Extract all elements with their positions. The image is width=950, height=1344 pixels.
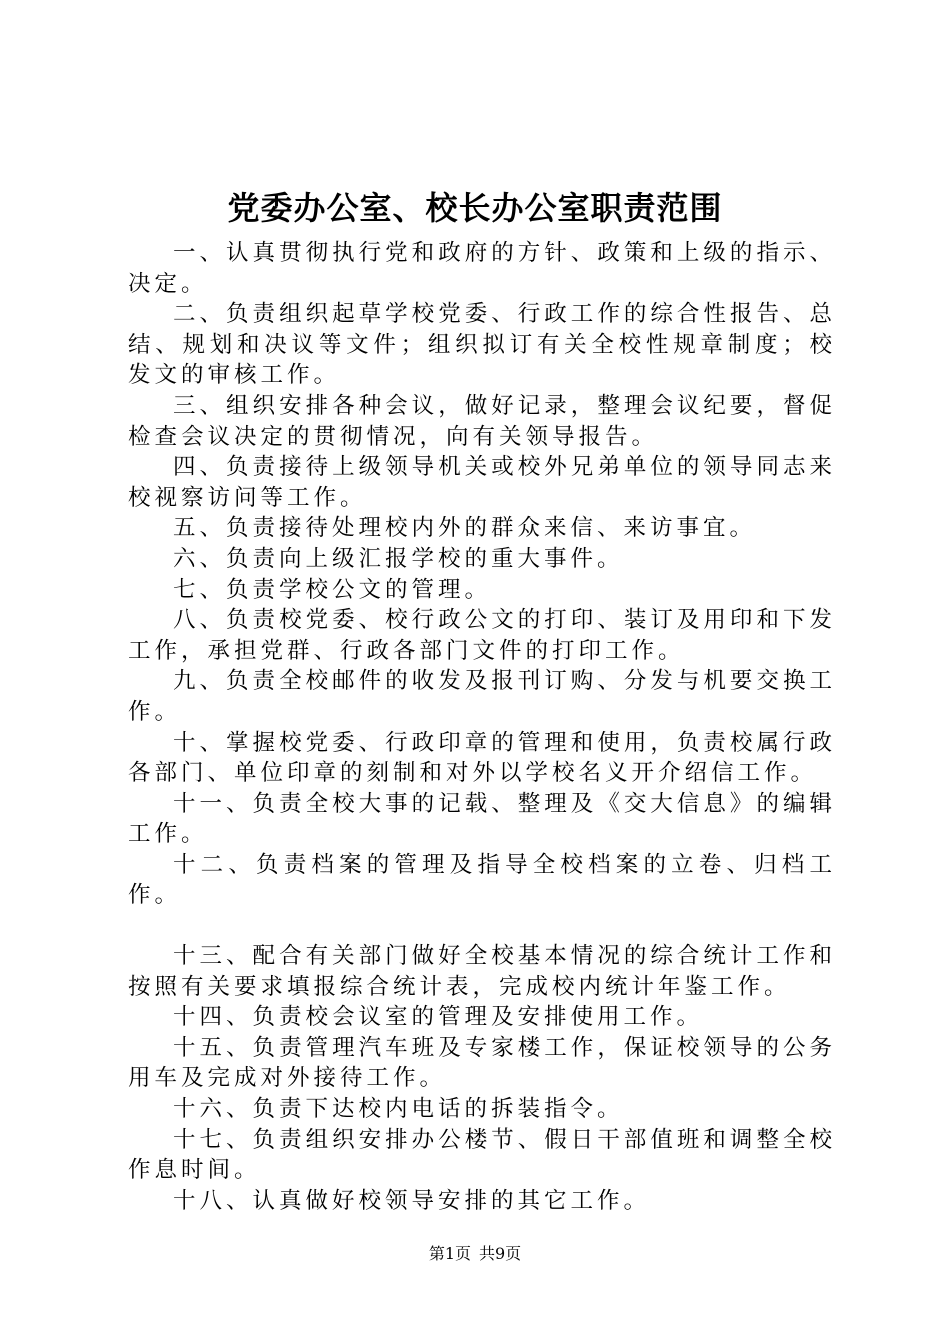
document-body (128, 238, 836, 1216)
paragraph-12: 十二、负责档案的管理及指导全校档案的立卷、归档工作。 (128, 851, 836, 909)
page-footer (0, 1243, 950, 1265)
document-title: 党委办公室、校长办公室职责范围 (227, 189, 723, 227)
paragraph-10: 十、掌握校党委、行政印章的管理和使用，负责校属行政各部门、单位印章的刻制和对外以学校名义开介绍信工作。 (128, 729, 836, 787)
page-number: 第1页 (428, 1244, 471, 1263)
paragraph-13: 十三、配合有关部门做好全校基本情况的综合统计工作和按照有关要求填报综合统计表，完成校内统计年鉴工作。 (128, 943, 836, 1000)
paragraph-17: 十七、负责组织安排办公楼节、假日干部值班和调整全校作息时间。 (128, 1126, 836, 1184)
paragraph-4: 四、负责接待上级领导机关或校外兄弟单位的领导同志来校视察访问等工作。 (128, 454, 836, 511)
paragraph-5: 五、负责接待处理校内外的群众来信、来访事宜。 (173, 515, 757, 542)
paragraph-3: 三、组织安排各种会议，做好记录，整理会议纪要，督促检查会议决定的贯彻情况，向有关领导报告。 (128, 392, 836, 450)
paragraph-9: 九、负责全校邮件的收发及报刊订购、分发与机要交换工作。 (128, 668, 836, 725)
paragraph-spacer (128, 911, 836, 941)
paragraph-16: 十六、负责下达校内电话的拆装指令。 (173, 1096, 624, 1123)
paragraph-14: 十四、负责校会议室的管理及安排使用工作。 (173, 1004, 704, 1031)
paragraph-1: 一、认真贯彻执行党和政府的方针、政策和上级的指示、决定。 (128, 240, 836, 297)
paragraph-15: 十五、负责管理汽车班及专家楼工作，保证校领导的公务用车及完成对外接待工作。 (128, 1034, 836, 1092)
paragraph-11: 十一、负责全校大事的记载、整理及《交大信息》的编辑工作。 (128, 790, 836, 848)
paragraph-2: 二、负责组织起草学校党委、行政工作的综合性报告、总结、规划和决议等文件；组织拟订有关全校性规章制度；校发文的审核工作。 (128, 301, 836, 389)
paragraph-7: 七、负责学校公文的管理。 (173, 576, 492, 603)
paragraph-8: 八、负责校党委、校行政公文的打印、装订及用印和下发工作，承担党群、行政各部门文件的打印工作。 (128, 607, 836, 664)
paragraph-6: 六、负责向上级汇报学校的重大事件。 (173, 545, 624, 572)
paragraph-18: 十八、认真做好校领导安排的其它工作。 (173, 1187, 651, 1214)
page-total: 共9页 (479, 1244, 522, 1263)
